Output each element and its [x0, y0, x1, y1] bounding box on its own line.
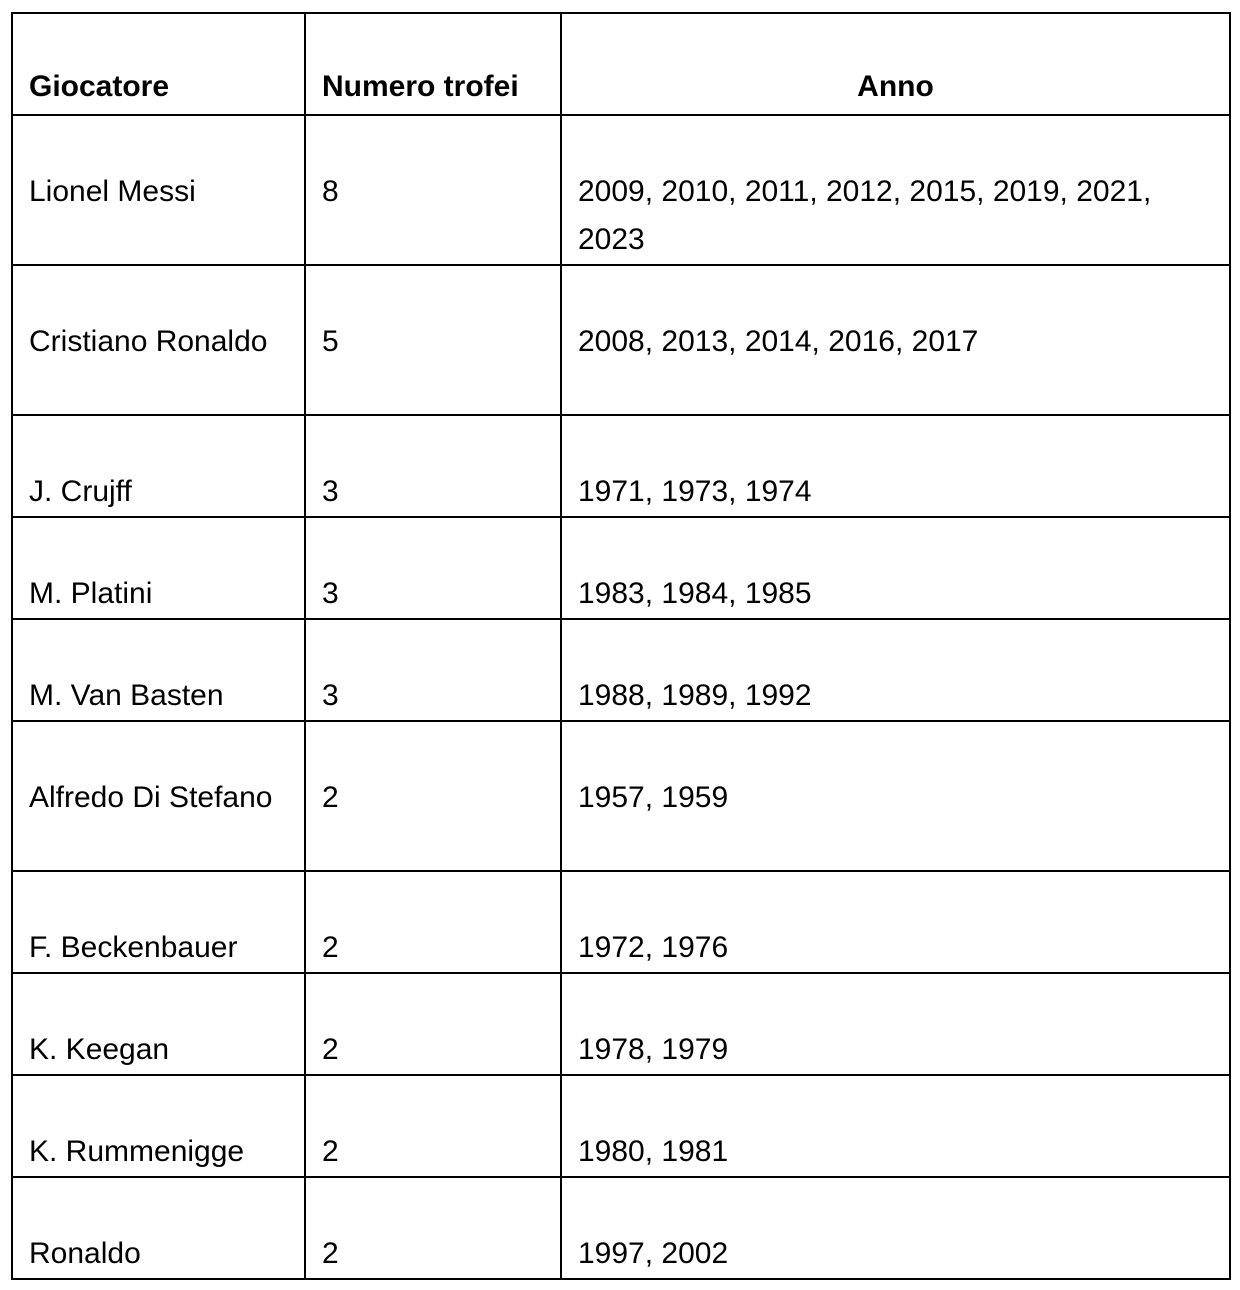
- years-cell: 1997, 2002: [561, 1177, 1230, 1279]
- player-cell: Cristiano Ronaldo: [12, 265, 305, 415]
- header-trophies: Numero trofei: [305, 13, 561, 115]
- trophies-cell: 5: [305, 265, 561, 415]
- table-row: [12, 415, 1230, 517]
- player-cell: Alfredo Di Stefano: [12, 721, 305, 871]
- header-player: Giocatore: [12, 13, 305, 115]
- years-cell: 2009, 2010, 2011, 2012, 2015, 2019, 2021, 2023: [561, 115, 1230, 265]
- table-row: [12, 517, 1230, 619]
- trophies-cell: 2: [305, 1177, 561, 1279]
- years-cell: 1972, 1976: [561, 871, 1230, 973]
- trophies-cell: 2: [305, 721, 561, 871]
- years-cell: 1983, 1984, 1985: [561, 517, 1230, 619]
- years-cell: 2008, 2013, 2014, 2016, 2017: [561, 265, 1230, 415]
- table-row: [12, 973, 1230, 1075]
- ballon-dor-table: [11, 12, 1231, 1280]
- trophies-cell: 8: [305, 115, 561, 265]
- table-row: [12, 721, 1230, 871]
- years-cell: 1957, 1959: [561, 721, 1230, 871]
- years-cell: 1988, 1989, 1992: [561, 619, 1230, 721]
- table-row: [12, 265, 1230, 415]
- trophies-cell: 2: [305, 871, 561, 973]
- table-row: [12, 871, 1230, 973]
- table-row: [12, 1075, 1230, 1177]
- years-cell: 1980, 1981: [561, 1075, 1230, 1177]
- player-cell: M. Platini: [12, 517, 305, 619]
- player-cell: Ronaldo: [12, 1177, 305, 1279]
- trophies-cell: 2: [305, 1075, 561, 1177]
- trophies-cell: 2: [305, 973, 561, 1075]
- player-cell: K. Rummenigge: [12, 1075, 305, 1177]
- player-cell: J. Crujff: [12, 415, 305, 517]
- table-row: [12, 115, 1230, 265]
- table-row: [12, 619, 1230, 721]
- years-cell: 1971, 1973, 1974: [561, 415, 1230, 517]
- header-row: [12, 13, 1230, 115]
- player-cell: K. Keegan: [12, 973, 305, 1075]
- header-year: Anno: [561, 13, 1230, 115]
- trophies-cell: 3: [305, 517, 561, 619]
- trophies-cell: 3: [305, 619, 561, 721]
- years-cell: 1978, 1979: [561, 973, 1230, 1075]
- table-row: [12, 1177, 1230, 1279]
- player-cell: F. Beckenbauer: [12, 871, 305, 973]
- player-cell: Lionel Messi: [12, 115, 305, 265]
- trophies-cell: 3: [305, 415, 561, 517]
- player-cell: M. Van Basten: [12, 619, 305, 721]
